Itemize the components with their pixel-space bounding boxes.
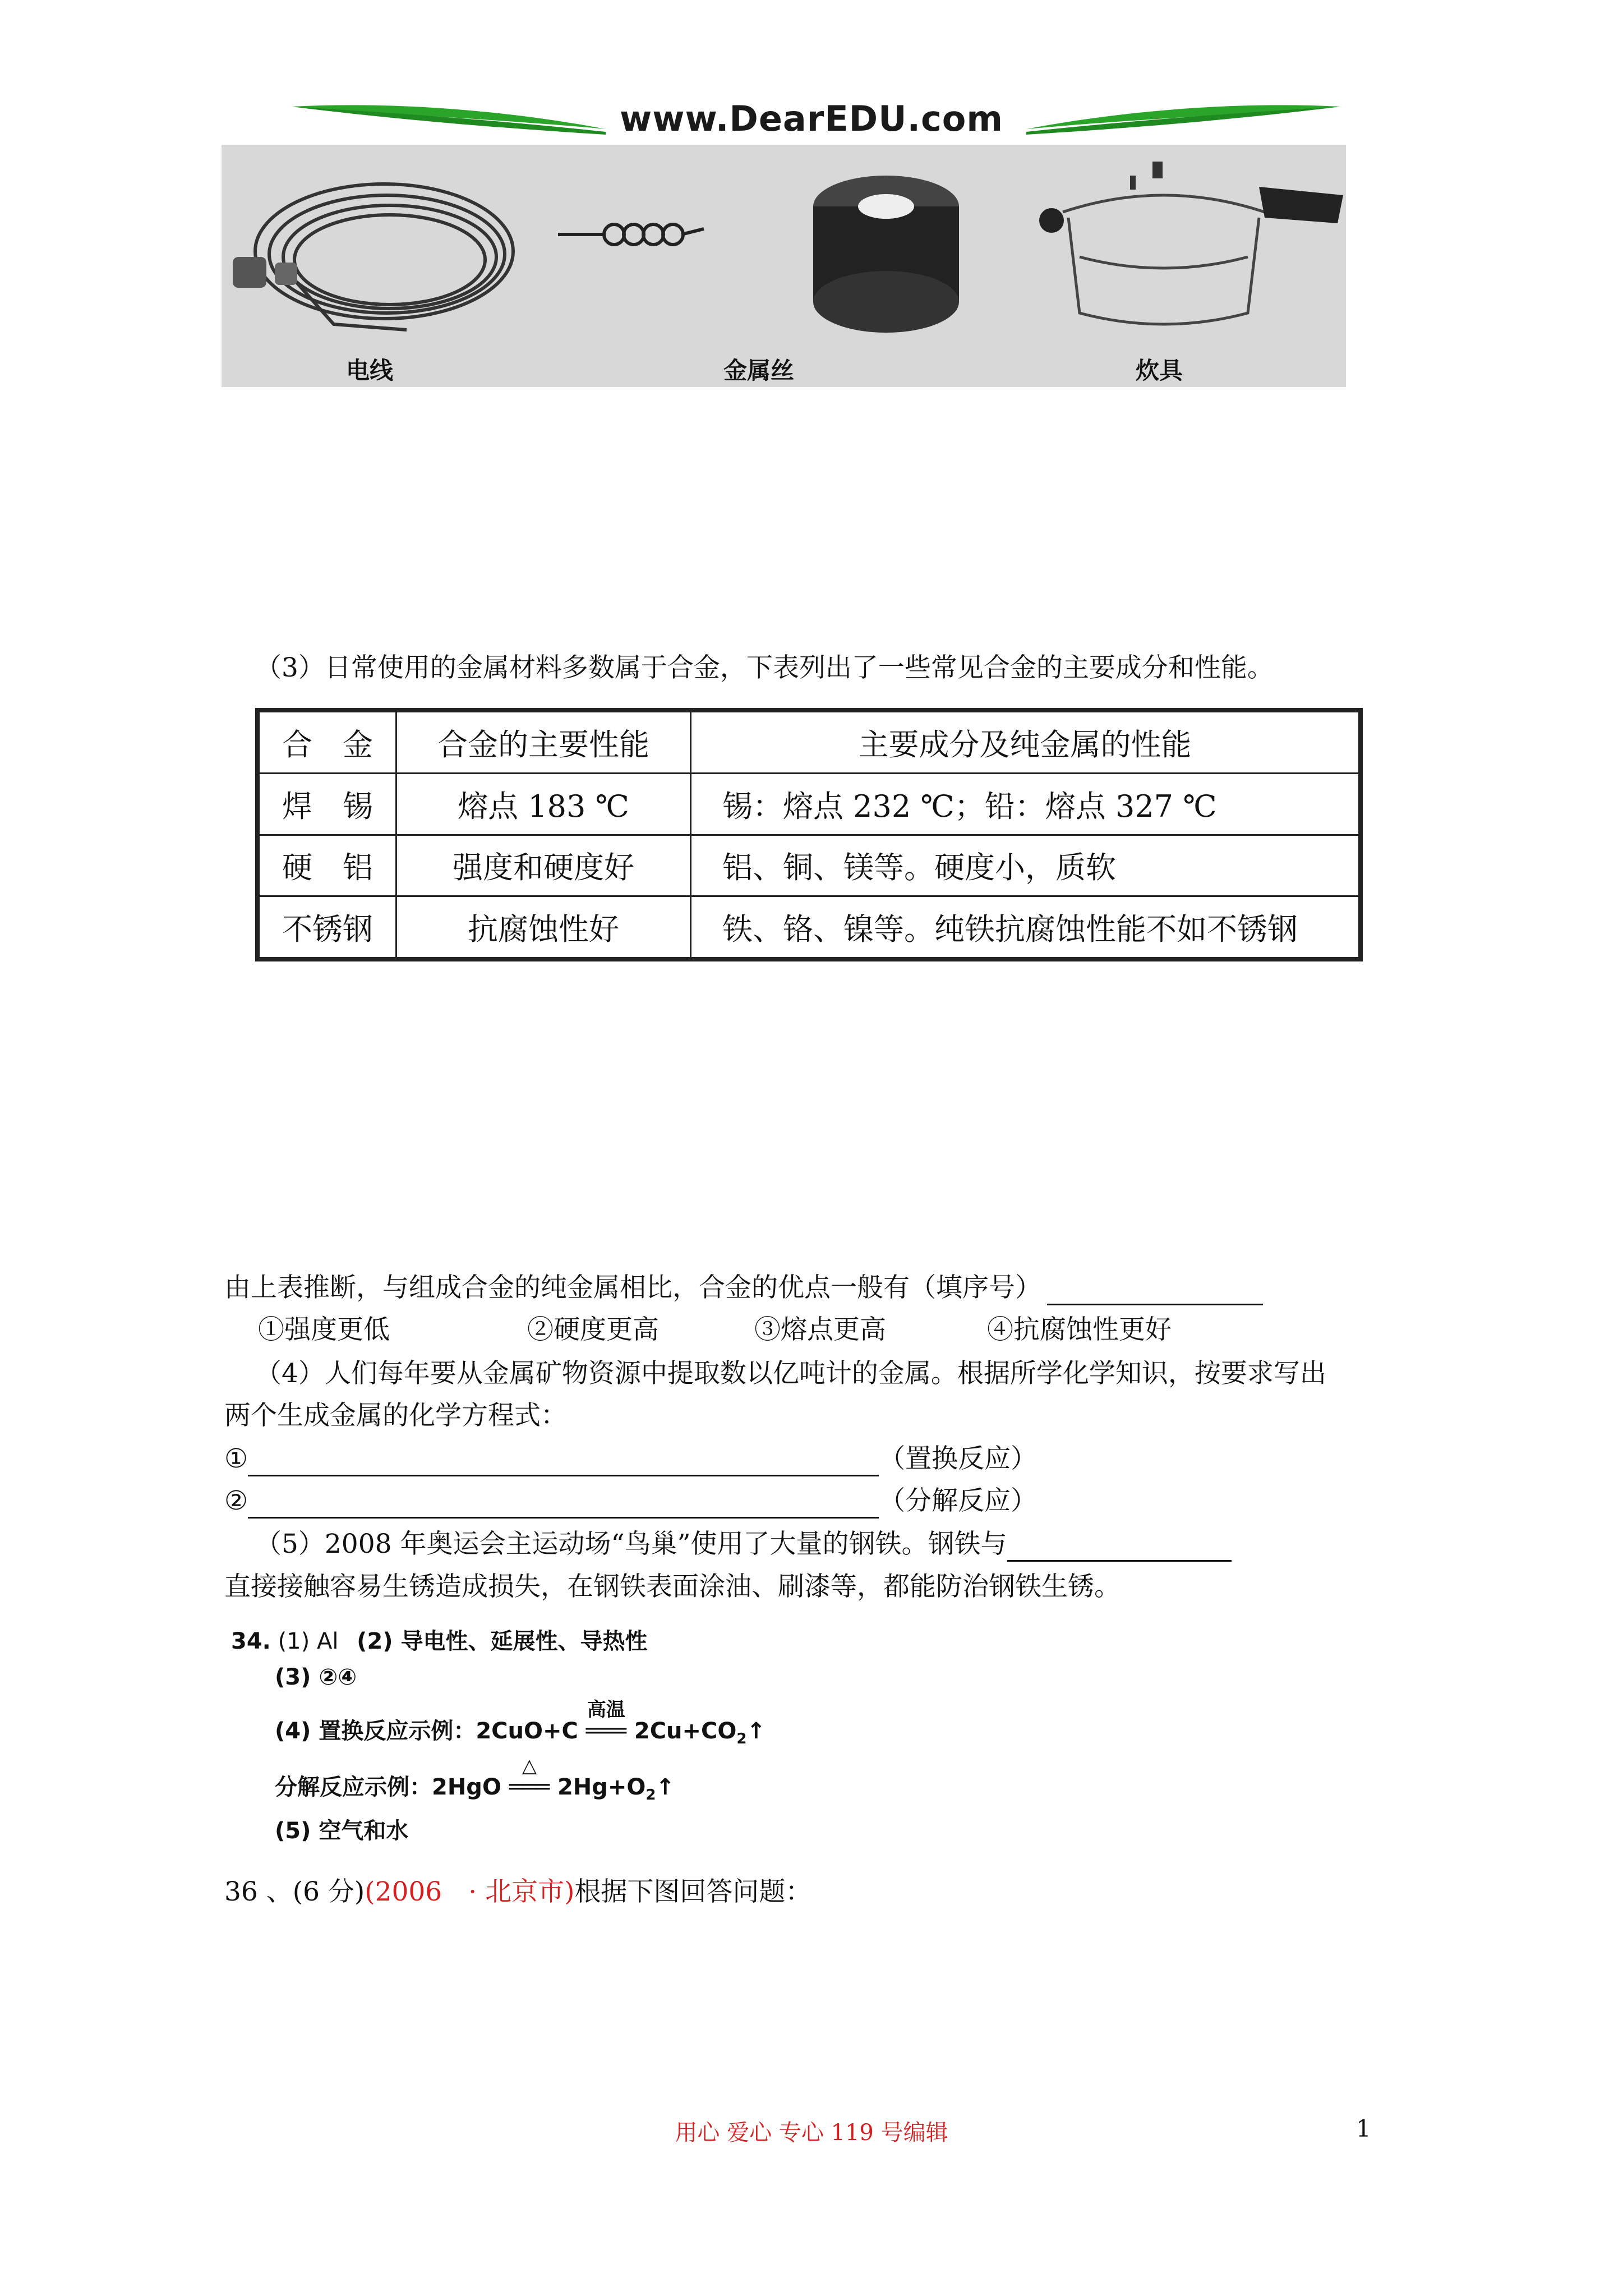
- answer-3: (3) ②④: [275, 1664, 357, 1690]
- answer-4-suffix: 2Cu+CO: [634, 1718, 737, 1744]
- reaction-arrow-heat: △ ═══: [501, 1773, 557, 1802]
- q3-question: [224, 1271, 1263, 1305]
- answer-4-prefix: (4) 置换反应示例：2CuO+C: [275, 1718, 578, 1744]
- table-row: [259, 896, 1359, 958]
- footer-text: 用心 爱心 专心 119 号编辑: [675, 2120, 948, 2146]
- answer-5-suffix: 2Hg+O: [557, 1774, 646, 1800]
- table-cell: 铝、铜、镁等。硬度小，质软: [691, 835, 1359, 896]
- q4-line1: （4）人们每年要从金属矿物资源中提取数以亿吨计的金属。根据所学化学知识，按要求写出: [255, 1358, 1326, 1389]
- answer-2: (2) 导电性、延展性、导热性: [357, 1628, 648, 1654]
- q3-question-text: 由上表推断，与组成合金的纯金属相比，合金的优点一般有（填序号）: [224, 1272, 1041, 1303]
- table-cell: 抗腐蚀性好: [396, 896, 691, 958]
- q5-line2: 直接接触容易生锈造成损失，在钢铁表面涂油、刷漆等，都能防治钢铁生锈。: [224, 1571, 1121, 1602]
- answer-5: [275, 1755, 675, 1810]
- q3-option-3: ③熔点更高: [754, 1314, 886, 1345]
- table-row: [259, 773, 1359, 835]
- answer-number: 34.: [231, 1628, 271, 1654]
- metal-products-photo: [222, 145, 1346, 387]
- answer-line-1: [231, 1627, 647, 1656]
- answer-4-subscript: 2: [736, 1731, 747, 1747]
- header-alloy-properties: 合金的主要性能: [396, 712, 691, 774]
- answer-blank-equation-2[interactable]: [248, 1490, 879, 1519]
- site-logo-text: www.DearEDU.com: [619, 98, 1003, 139]
- q3-option-1: ①强度更低: [258, 1314, 390, 1345]
- alloy-table: [255, 708, 1363, 961]
- q4-blank-1: [224, 1442, 1037, 1476]
- q4-blank-2: [224, 1484, 1037, 1519]
- reaction-arrow-high-temp: 高温 ═══: [578, 1717, 634, 1746]
- q36-number: 36 、(6 分): [224, 1876, 365, 1907]
- metal-products-illustration: [222, 145, 1346, 387]
- answer-1: (1) Al: [278, 1628, 339, 1654]
- table-cell: 锡：熔点 232 ℃；铅：熔点 327 ℃: [691, 773, 1359, 835]
- table-cell: 硬 铝: [259, 835, 396, 896]
- q3-intro: （3）日常使用的金属材料多数属于合金，下表列出了一些常见合金的主要成分和性能。: [255, 652, 1274, 683]
- answer-5-subscript: 2: [645, 1787, 656, 1803]
- q36-title: [224, 1875, 811, 1910]
- caption-cookware: 炊具: [1136, 357, 1183, 384]
- caption-wire: 电线: [346, 357, 394, 384]
- q3-option-2: ②硬度更高: [527, 1314, 659, 1345]
- answer-6: (5) 空气和水: [275, 1818, 409, 1844]
- table-row: [259, 835, 1359, 896]
- answer-5-prefix: 分解反应示例：2HgO: [275, 1774, 501, 1800]
- caption-metal-filament: 金属丝: [723, 357, 795, 384]
- table-cell: 强度和硬度好: [396, 835, 691, 896]
- q4-marker-1: ①: [224, 1443, 248, 1474]
- table-header-row: [259, 712, 1359, 774]
- answer-4: [275, 1699, 766, 1754]
- q4-label-1: （置换反应）: [879, 1443, 1038, 1474]
- reaction-condition-heat: △: [522, 1755, 537, 1777]
- gas-arrow-icon: ↑: [656, 1774, 675, 1800]
- answer-blank-equation-1[interactable]: [248, 1448, 879, 1476]
- reaction-condition-high-temp: 高温: [587, 1699, 625, 1721]
- q4-line2: 两个生成金属的化学方程式：: [224, 1400, 567, 1431]
- header-components: 主要成分及纯金属的性能: [691, 712, 1359, 774]
- page-number: 1: [1356, 2115, 1371, 2142]
- answer-blank-q5[interactable]: [1007, 1533, 1232, 1562]
- gas-arrow-icon: ↑: [746, 1718, 766, 1744]
- answer-blank-q3[interactable]: [1047, 1277, 1263, 1305]
- table-cell: 熔点 183 ℃: [396, 773, 691, 835]
- q4-label-2: （分解反应）: [879, 1485, 1038, 1516]
- table-cell: 焊 锡: [259, 773, 396, 835]
- header-alloy: 合 金: [259, 712, 396, 774]
- table-cell: 不锈钢: [259, 896, 396, 958]
- q5-line1-text: （5）2008 年奥运会主运动场“鸟巢”使用了大量的钢铁。钢铁与: [255, 1529, 1007, 1559]
- table-cell: 铁、铬、镍等。纯铁抗腐蚀性能不如不锈钢: [691, 896, 1359, 958]
- q36-source: (2006 · 北京市): [365, 1876, 575, 1907]
- q36-prompt: 根据下图回答问题：: [574, 1876, 812, 1907]
- q5-line1: [255, 1527, 1232, 1562]
- q3-option-4: ④抗腐蚀性更好: [987, 1314, 1172, 1345]
- q4-marker-2: ②: [224, 1485, 248, 1516]
